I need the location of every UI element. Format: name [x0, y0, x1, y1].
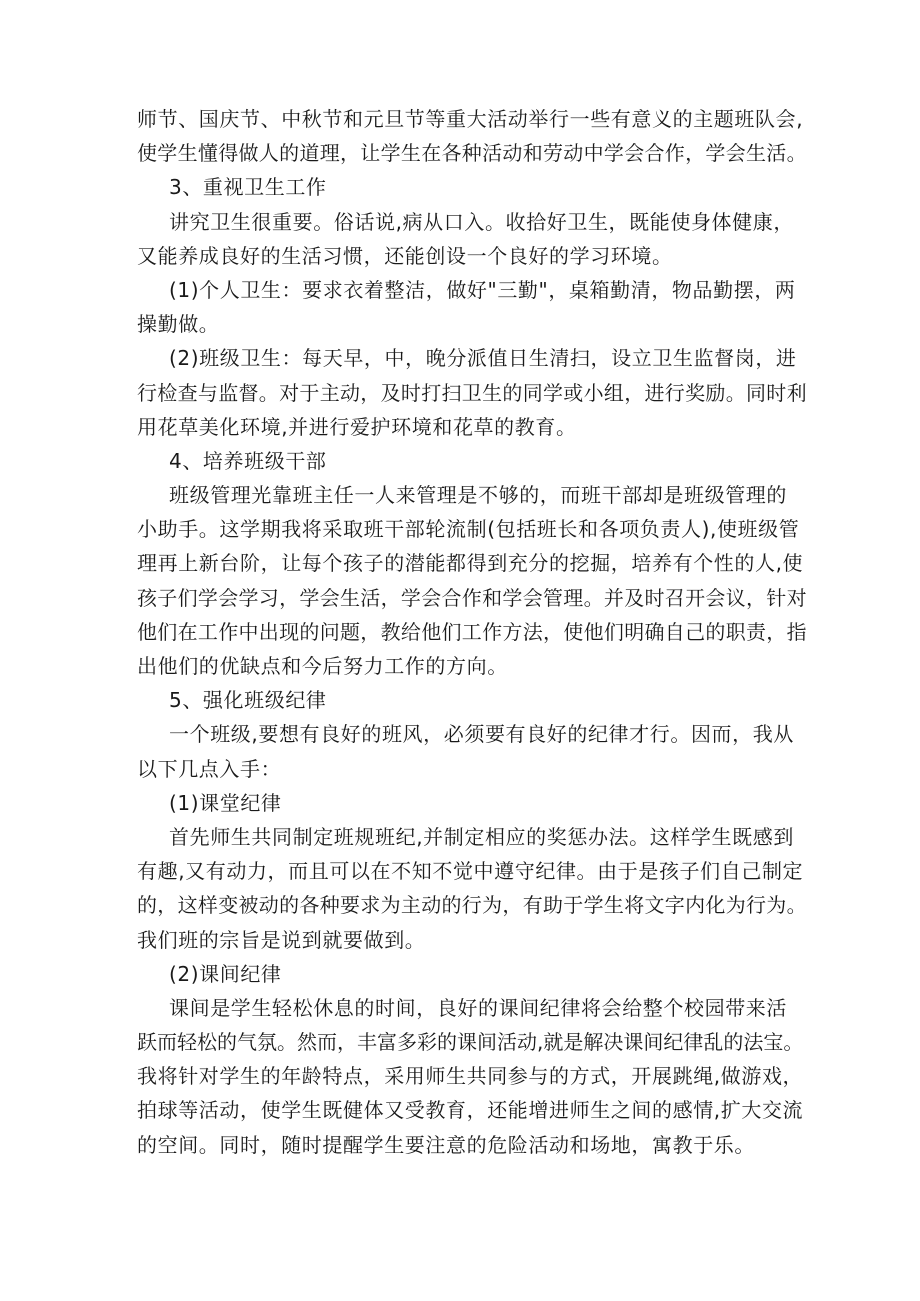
text-line: (2)课间纪律 [169, 961, 282, 986]
text-line: (1)课堂纪律 [169, 790, 282, 815]
text-line: 5、强化班级纪律 [169, 688, 327, 713]
text-line: 理再上新台阶，让每个孩子的潜能都得到充分的挖掘，培养有个性的人,使 [137, 551, 804, 576]
text-line: 我们班的宗旨是说到就要做到。 [137, 927, 426, 952]
text-line: 以下几点入手： [137, 756, 282, 781]
document-body [137, 102, 807, 1162]
text-line: 班级管理光靠班主任一人来管理是不够的，而班干部却是班级管理的 [169, 483, 787, 508]
text-line: 拍球等活动，使学生既健体又受教育，还能增进师生之间的感情,扩大交流 [137, 1098, 804, 1123]
text-line: 小助手。这学期我将采取班干部轮流制(包括班长和各项负责人),使班级管 [137, 517, 800, 542]
text-line: 行检查与监督。对于主动，及时打扫卫生的同学或小组，进行奖励。同时利 [137, 380, 807, 405]
text-line: 用花草美化环境,并进行爱护环境和花草的教育。 [137, 414, 577, 439]
text-line: 讲究卫生很重要。俗话说,病从口入。收拾好卫生，既能使身体健康， [169, 209, 794, 234]
text-line: (1)个人卫生：要求衣着整洁，做好"三勤"，桌箱勤清，物品勤摆，两 [169, 277, 796, 302]
text-line: 的，这样变被动的各种要求为主动的行为，有助于学生将文字内化为行为。 [137, 893, 807, 918]
text-line: 他们在工作中出现的问题，教给他们工作方法，使他们明确自己的职责，指 [137, 619, 807, 644]
text-line: 又能养成良好的生活习惯，还能创设一个良好的学习环境。 [137, 243, 673, 268]
text-line: 出他们的优缺点和今后努力工作的方向。 [137, 654, 508, 678]
text-line: 4、培养班级干部 [169, 448, 327, 473]
text-line: 的空间。同时，随时提醒学生要注意的危险活动和场地，寓教于乐。 [137, 1132, 755, 1157]
text-line: 操勤做。 [137, 312, 220, 337]
text-line: 3、重视卫生工作 [169, 175, 327, 200]
text-line: 师节、国庆节、中秋节和元旦节等重大活动举行一些有意义的主题班队会, [137, 107, 804, 131]
text-line: 孩子们学会学习，学会生活，学会合作和学会管理。并及时召开会议，针对 [137, 585, 807, 610]
text-line: 课间是学生轻松休息的时间，良好的课间纪律将会给整个校园带来活 [169, 995, 787, 1020]
text-line: 我将针对学生的年龄特点，采用师生共同参与的方式，开展跳绳,做游戏， [137, 1064, 804, 1089]
text-line: 有趣,又有动力，而且可以在不知不觉中遵守纪律。由于是孩子们自己制定 [137, 859, 804, 884]
text-line: 跃而轻松的气氛。然而，丰富多彩的课间活动,就是解决课间纪律乱的法宝。 [137, 1030, 804, 1055]
text-line: 使学生懂得做人的道理，让学生在各种活动和劳动中学会合作，学会生活。 [137, 141, 807, 166]
text-line: 一个班级,要想有良好的班风，必须要有良好的纪律才行。因而，我从 [169, 722, 794, 747]
text-line: (2)班级卫生：每天早，中，晚分派值日生清扫，设立卫生监督岗，进 [169, 346, 797, 371]
text-line: 首先师生共同制定班规班纪,并制定相应的奖惩办法。这样学生既感到 [169, 824, 794, 849]
